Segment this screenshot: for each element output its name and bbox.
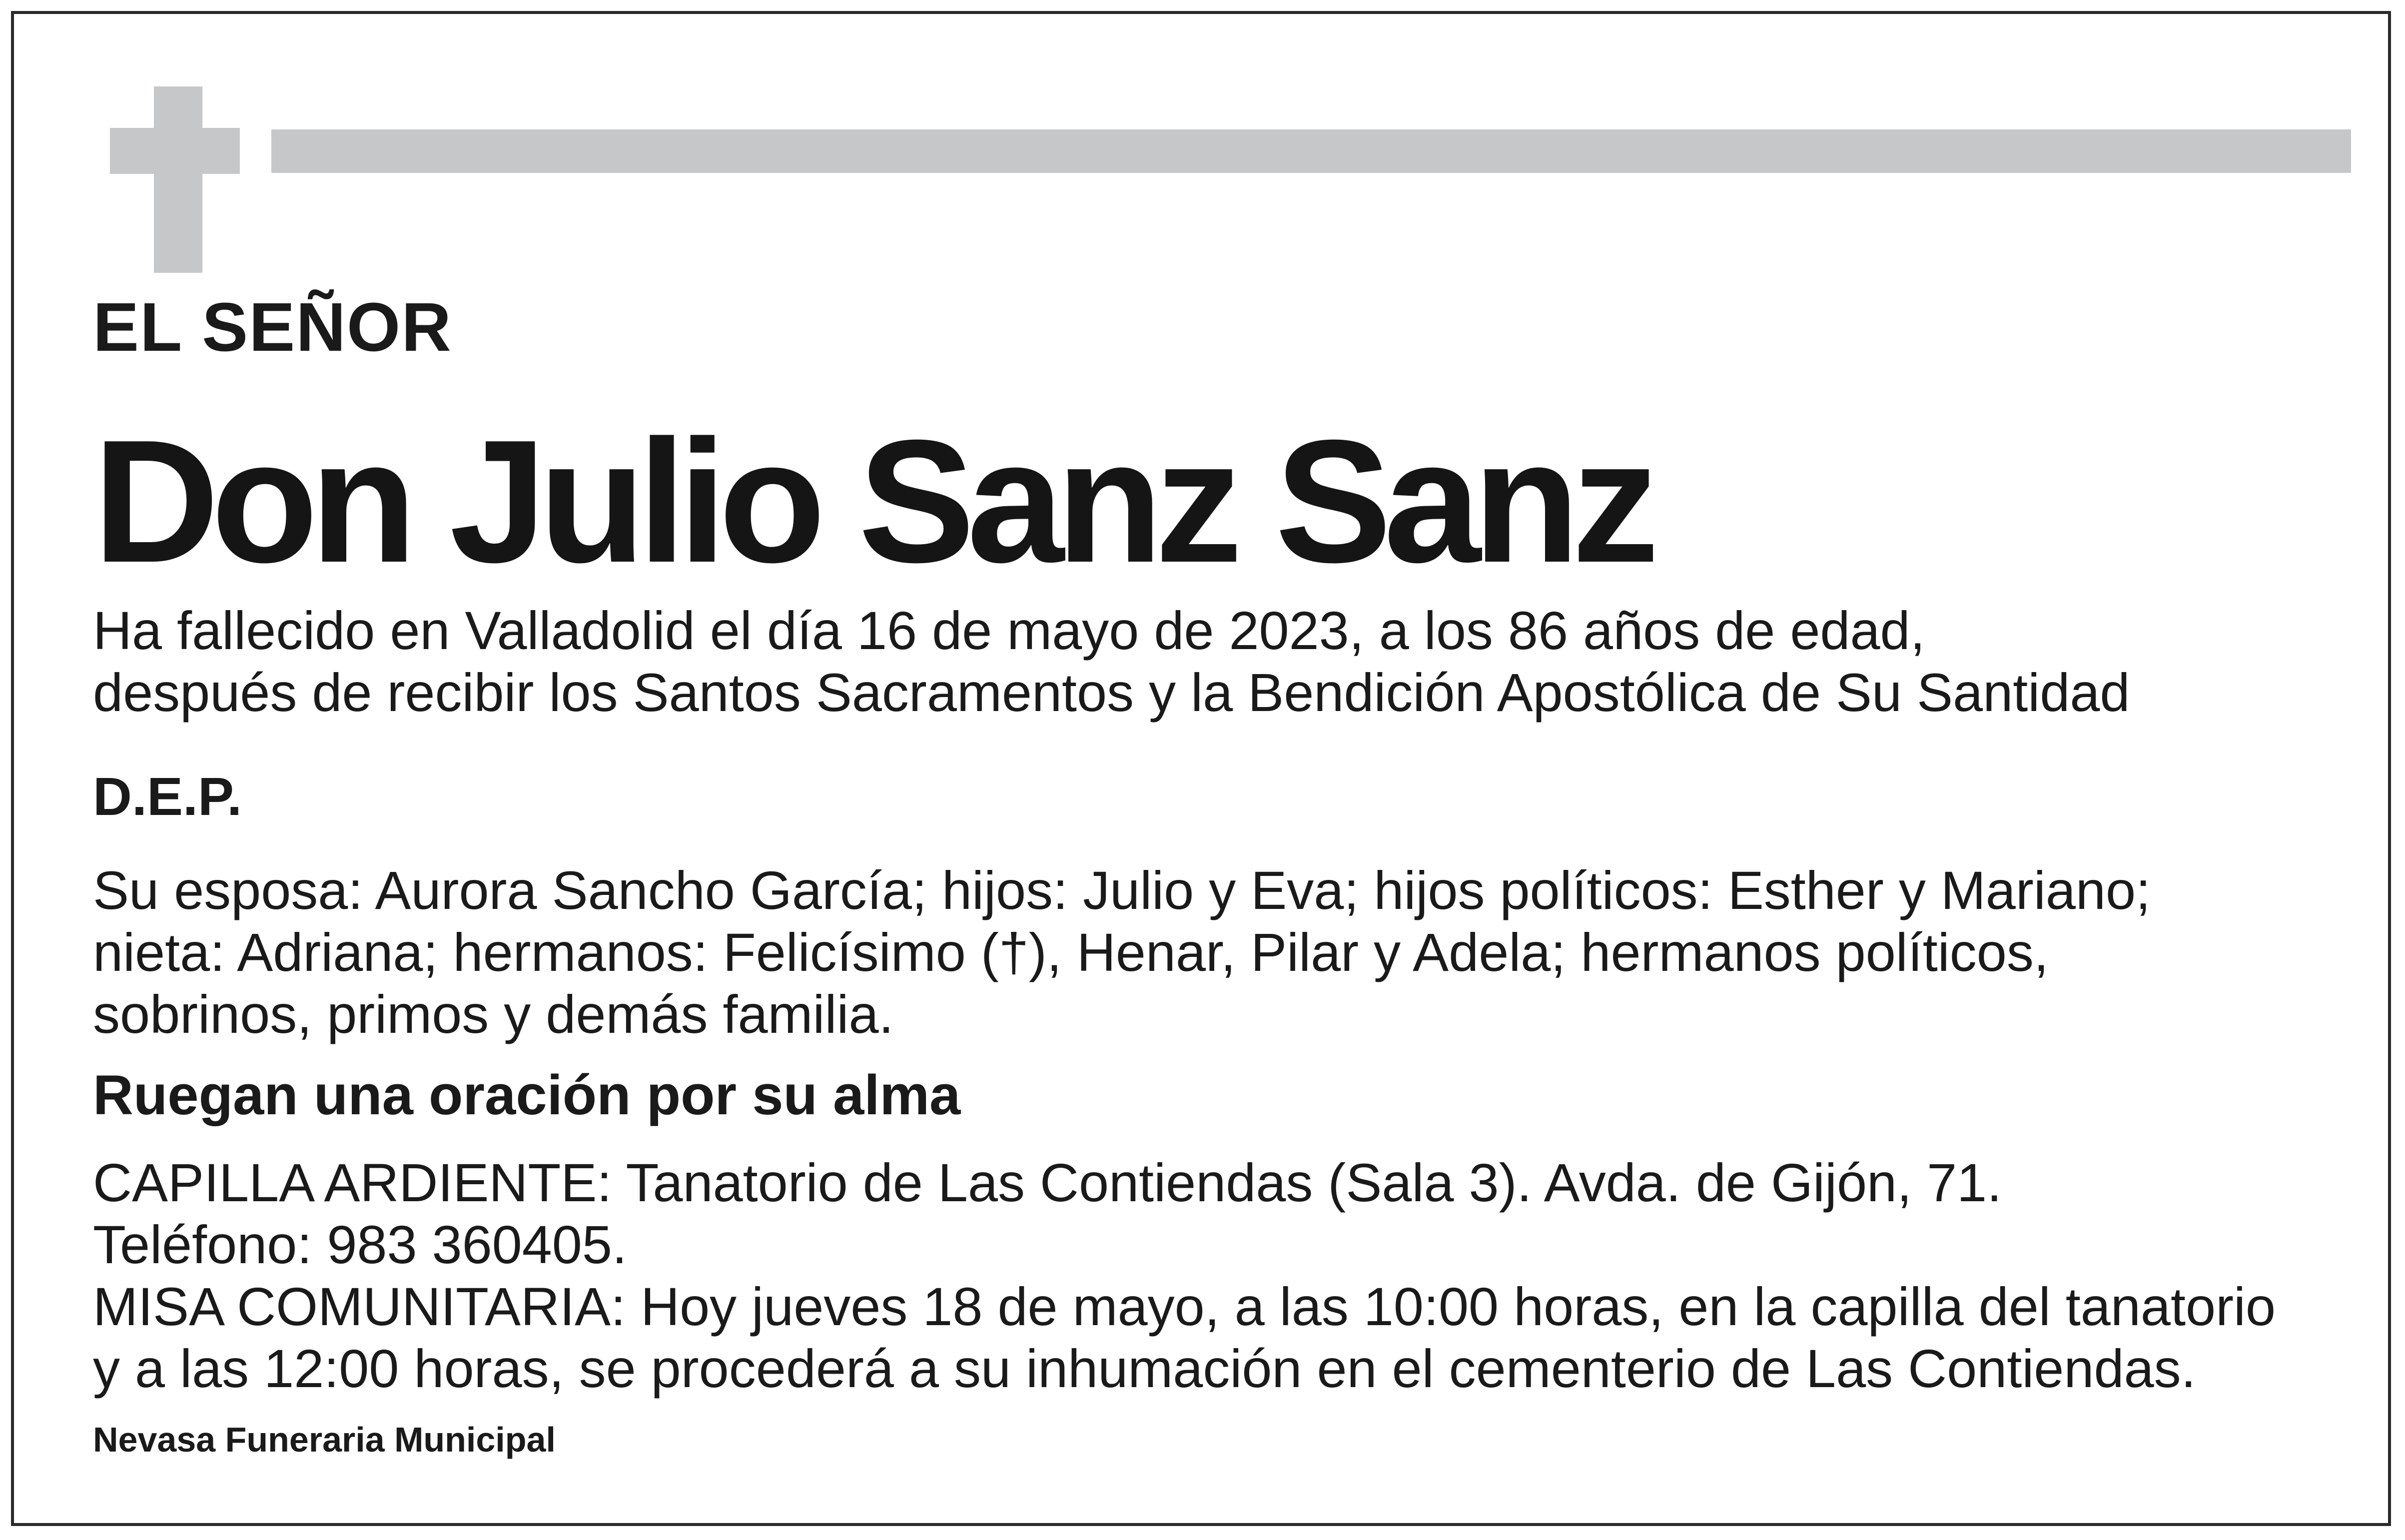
funeral-home: Nevasa Funeraria Municipal (93, 1420, 556, 1459)
service-line: Teléfono: 983 360405. (93, 1214, 627, 1275)
family-line: nieta: Adriana; hermanos: Felicísimo (†), Henar, Pilar y Adela; hermanos políticos, (93, 922, 2049, 982)
header-rule (271, 129, 2351, 173)
family-line: sobrinos, primos y demás familia. (93, 984, 894, 1044)
death-line: Ha fallecido en Valladolid el día 16 de mayo de 2023, a los 86 años de edad, (93, 600, 1925, 661)
service-line: MISA COMUNITARIA: Hoy jueves 18 de mayo, a las 10:00 horas, en la capilla del tanatorio (93, 1276, 2276, 1337)
service-line: CAPILLA ARDIENTE: Tanatorio de Las Contiendas (Sala 3). Avda. de Gijón, 71. (93, 1152, 2002, 1213)
death-announcement (93, 600, 2130, 724)
death-line: después de recibir los Santos Sacramentos y la Bendición Apostólica de Su Santidad (93, 662, 2130, 723)
honorific: EL SEÑOR (93, 289, 452, 366)
service-line: y a las 12:00 horas, se procederá a su inhumación en el cementerio de Las Contiendas. (93, 1338, 2196, 1399)
service-details (93, 1152, 2276, 1400)
cross-icon-crossbar (110, 128, 240, 174)
dep-abbreviation: D.E.P. (93, 766, 242, 826)
prayer-request: Ruegan una oración por su alma (93, 1064, 961, 1126)
deceased-name: Don Julio Sanz Sanz (93, 404, 1651, 599)
family-line: Su esposa: Aurora Sancho García; hijos: Julio y Eva; hijos políticos: Esther y Mariano; (93, 860, 2151, 920)
family-list (93, 859, 2151, 1045)
cross-icon (154, 86, 202, 273)
